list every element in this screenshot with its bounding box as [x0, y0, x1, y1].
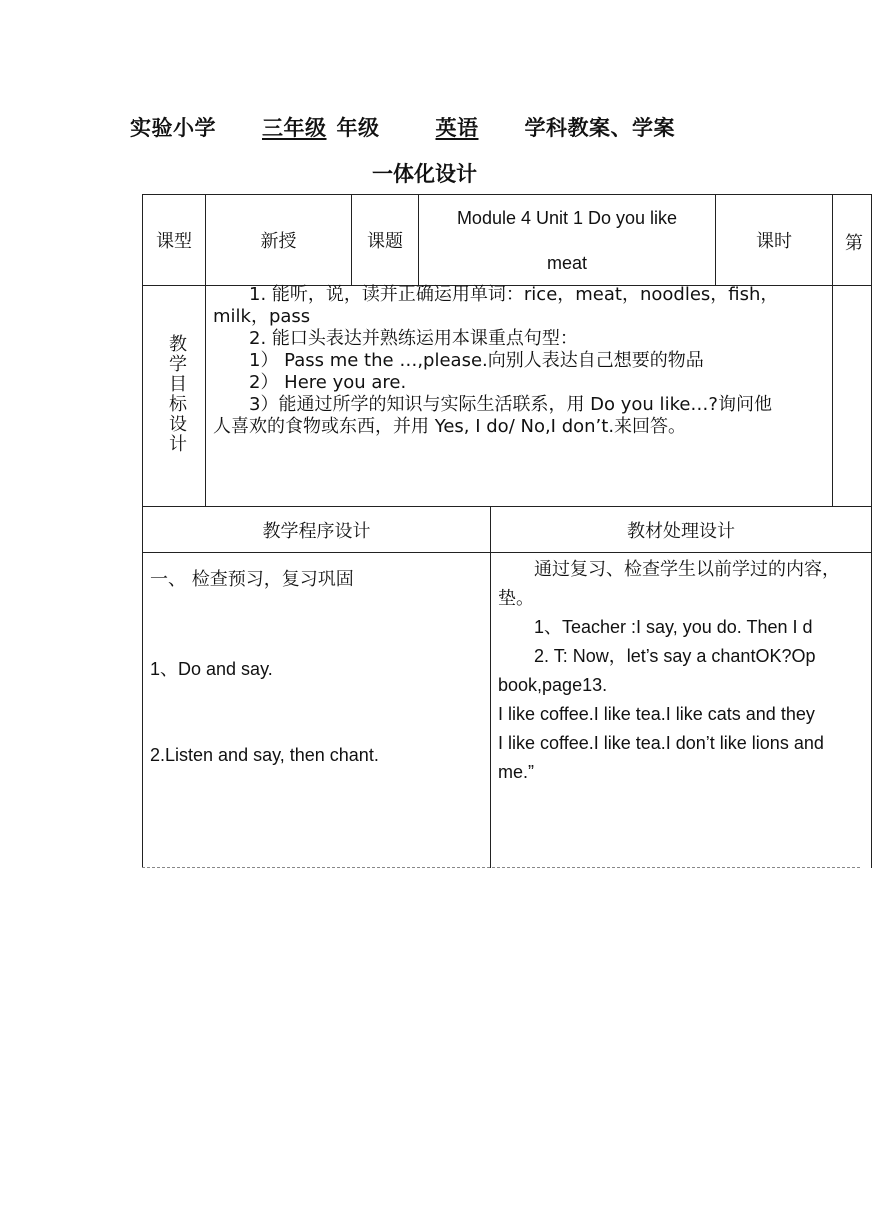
- goal-line: 2. 能口头表达并熟练运用本课重点句型：: [249, 328, 578, 349]
- process-step: 一、 检查预习，复习巩固: [150, 569, 354, 590]
- process-right-header: 教材处理设计: [627, 520, 735, 542]
- title-tail: 学科教案、学案: [524, 116, 675, 140]
- school-name: 实验小学: [130, 116, 216, 140]
- note-line: 通过复习、检查学生以前学过的内容，: [534, 559, 840, 580]
- process-notes: [498, 555, 860, 787]
- period-label: 课时: [756, 231, 792, 252]
- process-left-header: 教学程序设计: [262, 520, 371, 542]
- period-value-cell: [832, 194, 872, 286]
- process-left-header-cell: [142, 506, 491, 553]
- topic-line2: meat: [546, 253, 588, 273]
- process-left-cell: [142, 552, 491, 868]
- goals-label-cell: [142, 285, 206, 507]
- grade-blank: 三年级: [262, 116, 327, 140]
- type-label: 课型: [156, 231, 192, 252]
- topic-line1: Module 4 Unit 1 Do you like: [456, 208, 678, 228]
- process-step: 1、Do and say.: [150, 659, 273, 679]
- type-label-cell: [142, 194, 206, 286]
- goal-line: 1. 能听，说，读并正确运用单词：rice，meat，noodles，fish，: [249, 284, 779, 305]
- topic-value-cell: [418, 194, 716, 286]
- period-label-cell: [715, 194, 833, 286]
- note-line: I like coffee.I like tea.I like cats and they: [498, 704, 815, 724]
- process-step: 2.Listen and say, then chant.: [150, 745, 379, 765]
- goals-label: 教学目标设计: [166, 334, 187, 454]
- goal-line: milk，pass: [213, 306, 311, 327]
- goal-line: 1） Pass me the …,please.向别人表达自己想要的物品: [249, 350, 704, 371]
- period-value: 第: [845, 233, 863, 254]
- goals-list: [213, 284, 833, 438]
- note-line: 2. T: Now，let’s say a chantOK?Op: [534, 646, 816, 666]
- grade-label: 年级: [336, 116, 380, 140]
- topic-label: 课题: [367, 231, 403, 252]
- type-value: 新授: [260, 231, 297, 252]
- subject-blank: 英语: [435, 116, 479, 140]
- goals-extra-cell: [832, 285, 872, 507]
- type-value-cell: [205, 194, 352, 286]
- note-line: 1、Teacher :I say, you do. Then I d: [534, 617, 813, 637]
- topic-label-cell: [351, 194, 419, 286]
- process-right-header-cell: [490, 506, 872, 553]
- document-title-line2: 一体化设计: [372, 162, 477, 186]
- table-bottom-border: [142, 867, 860, 868]
- goal-line: 3）能通过所学的知识与实际生活联系，用 Do you like…?询问他: [249, 394, 772, 415]
- goal-line: 人喜欢的食物或东西，并用 Yes, I do/ No,I don’t.来回答。: [213, 416, 687, 437]
- note-line: book,page13.: [498, 675, 608, 695]
- goal-line: 2） Here you are.: [249, 372, 407, 393]
- document-title-line1: [130, 112, 675, 142]
- note-line: I like coffee.I like tea.I don’t like lions and: [498, 733, 824, 753]
- note-line: me.”: [498, 762, 534, 782]
- note-line: 垫。: [498, 588, 534, 609]
